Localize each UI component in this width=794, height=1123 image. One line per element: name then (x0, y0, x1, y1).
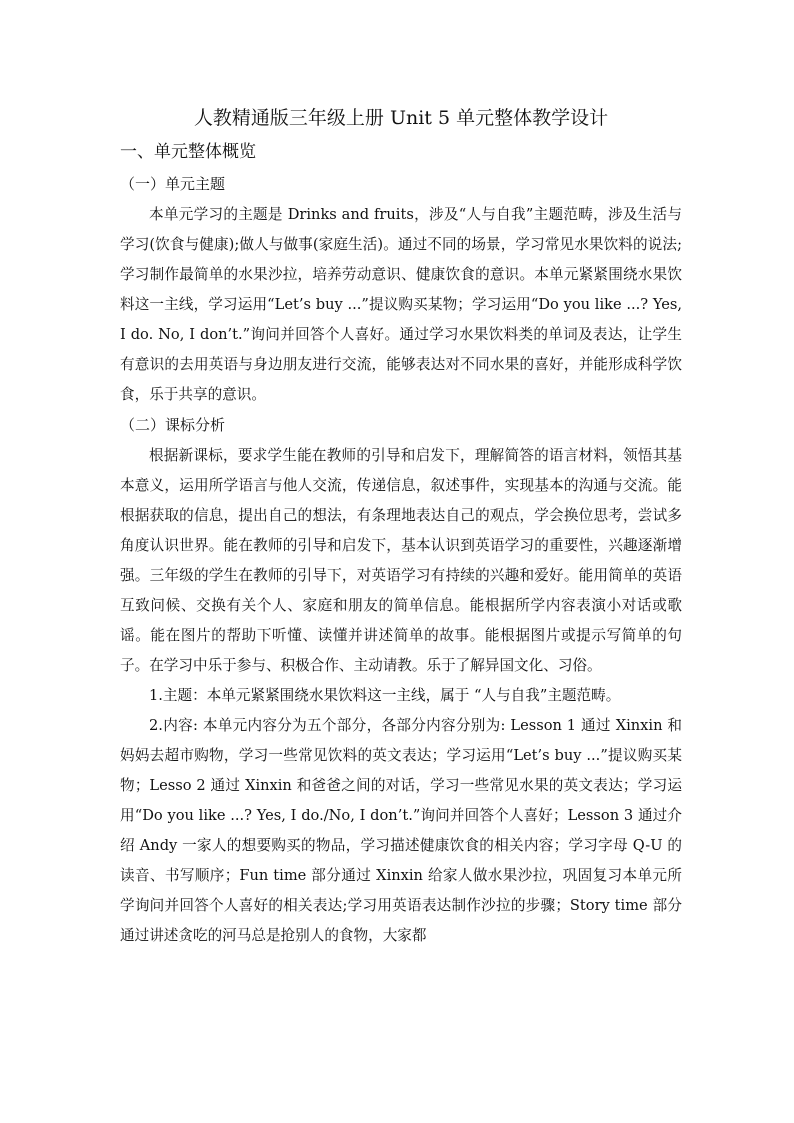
document-title: 人教精通版三年级上册 Unit 5 单元整体教学设计 (193, 107, 609, 129)
section-heading-overview: 一、单元整体概览 (120, 142, 256, 162)
list-item-theme: 1.主题：本单元紧紧围绕水果饮料这一主线，属于 “人与自我”主题范畴。 (149, 687, 621, 704)
subsection-heading-curriculum-analysis: （二）课标分析 (120, 416, 226, 434)
list-item-content: 2.内容: 本单元内容分为五个部分，各部分内容分别为: Lesson 1 通过 Xinxin 和妈妈去超市购物，学习一些常见饮料的英文表达；学习运用“Let’s buy ...”提议购买某物；Lesso 2 通过 Xinxin 和爸爸之间的对话，学习一些常见水果的英文表达；学习运用“Do you like ...? Yes, I do./No, I don’t.”询问并回答个人喜好；Lesson 3 通过介绍 Andy 一家人的想要购买的物品，学习描述健康饮食的相关内容；学习字母 Q-U 的读音、书写顺序；Fun time 部分通过 Xinxin 给家人做水果沙拉，巩固复习本单元所学询问并回答个人喜好的相关表达;学习用英语表达制作沙拉的步骤；Story time 部分通过讲述贪吃的河马总是抢别人的食物，大家都 (120, 717, 682, 944)
subsection-heading-unit-theme: （一）单元主题 (120, 175, 226, 193)
curriculum-analysis-paragraph: 根据新课标，要求学生能在教师的引导和启发下，理解简答的语言材料，领悟其基本意义，运用所学语言与他人交流，传递信息，叙述事件，实现基本的沟通与交流。能根据获取的信息，提出自己的想法，有条理地表达自己的观点，学会换位思考，尝试多角度认识世界。能在教师的引导和启发下，基本认识到英语学习的重要性，兴趣逐渐增强。三年级的学生在教师的引导下，对英语学习有持续的兴趣和爱好。能用简单的英语互致问候、交换有关个人、家庭和朋友的简单信息。能根据所学内容表演小对话或歌谣。能在图片的帮助下听懂、读懂并讲述简单的故事。能根据图片或提示写简单的句子。在学习中乐于参与、积极合作、主动请教。乐于了解异国文化、习俗。 (120, 447, 682, 674)
document-content (120, 101, 682, 951)
unit-theme-paragraph: 本单元学习的主题是 Drinks and fruits，涉及“人与自我”主题范畴，涉及生活与学习(饮食与健康);做人与做事(家庭生活)。通过不同的场景，学习常见水果饮料的说法;学习制作最简单的水果沙拉，培养劳动意识、健康饮食的意识。本单元紧紧围绕水果饮料这一主线，学习运用“Let’s buy ...”提议购买某物；学习运用“Do you like ...? Yes, I do. No, I don’t.”询问并回答个人喜好。通过学习水果饮料类的单词及表达，让学生有意识的去用英语与身边朋友进行交流，能够表达对不同水果的喜好，并能形成科学饮食，乐于共享的意识。 (120, 206, 682, 403)
